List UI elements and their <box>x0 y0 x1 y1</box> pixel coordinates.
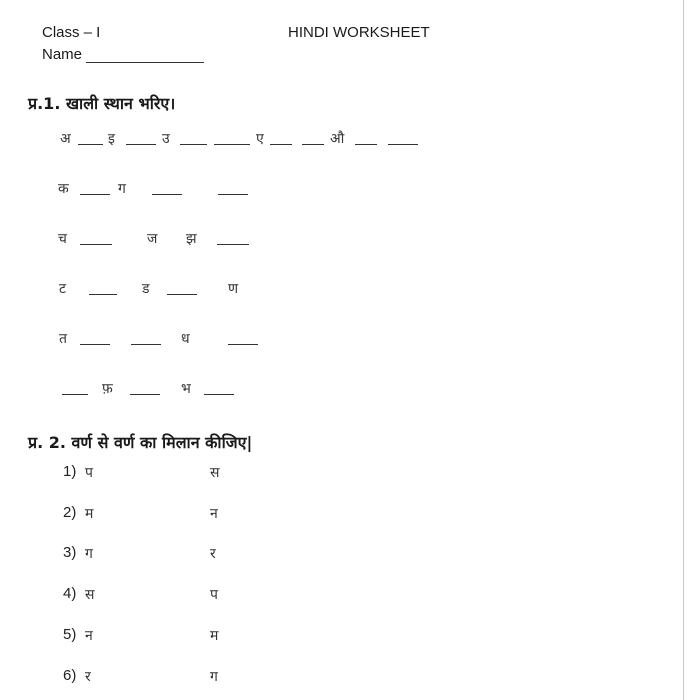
match-row-5 <box>0 626 700 648</box>
blank <box>80 194 110 195</box>
worksheet-title: HINDI WORKSHEET <box>288 24 430 41</box>
letter: ए <box>256 131 264 147</box>
item-number: 5) <box>63 626 77 643</box>
letter: औ <box>330 131 345 147</box>
blank <box>270 144 292 145</box>
left-letter: ग <box>85 546 93 562</box>
letter: इ <box>108 131 115 147</box>
letter: फ़ <box>102 381 113 397</box>
left-letter: प <box>85 465 93 481</box>
blank <box>80 244 112 245</box>
right-letter: प <box>210 587 218 603</box>
blank <box>89 294 117 295</box>
class-label: Class – I <box>42 24 101 41</box>
fill-row-6 <box>0 380 700 402</box>
fill-row-2 <box>0 180 700 202</box>
blank <box>388 144 418 145</box>
fill-row-5 <box>0 330 700 352</box>
item-number: 6) <box>63 667 77 684</box>
right-letter: न <box>210 506 218 522</box>
match-row-1 <box>0 463 700 485</box>
letter: उ <box>162 131 170 147</box>
blank <box>204 394 234 395</box>
match-row-2 <box>0 504 700 526</box>
blank <box>217 244 249 245</box>
blank <box>214 144 250 145</box>
blank <box>355 144 377 145</box>
left-letter: स <box>85 587 95 603</box>
left-letter: न <box>85 628 93 644</box>
blank <box>130 394 160 395</box>
match-row-4 <box>0 585 700 607</box>
right-letter: म <box>210 628 219 644</box>
question1-title: प्र.1. खाली स्थान भरिए। <box>28 94 176 113</box>
left-letter: र <box>85 669 91 685</box>
question2-title: प्र. 2. वर्ण से वर्ण का मिलान कीजिए| <box>28 433 253 452</box>
letter: ड <box>142 281 150 297</box>
name-blank <box>86 62 204 63</box>
item-number: 2) <box>63 504 77 521</box>
letter: झ <box>186 231 197 247</box>
blank <box>180 144 207 145</box>
match-row-6 <box>0 667 700 689</box>
name-label: Name <box>42 46 83 63</box>
item-number: 4) <box>63 585 77 602</box>
blank <box>62 394 88 395</box>
blank <box>167 294 197 295</box>
letter: क <box>58 181 69 197</box>
fill-row-3 <box>0 230 700 252</box>
letter: ण <box>228 281 239 297</box>
fill-row-1 <box>0 130 700 152</box>
letter: ग <box>118 181 126 197</box>
fill-row-4 <box>0 280 700 302</box>
letter: च <box>58 231 67 247</box>
blank <box>131 344 161 345</box>
right-letter: ग <box>210 669 218 685</box>
item-number: 3) <box>63 544 77 561</box>
blank <box>126 144 156 145</box>
letter: अ <box>60 131 71 147</box>
blank <box>228 344 258 345</box>
letter: ध <box>181 331 190 347</box>
blank <box>302 144 324 145</box>
letter: भ <box>181 381 191 397</box>
letter: ट <box>59 281 67 297</box>
blank <box>80 344 110 345</box>
item-number: 1) <box>63 463 77 480</box>
match-row-3 <box>0 544 700 566</box>
blank <box>78 144 103 145</box>
left-letter: म <box>85 506 94 522</box>
right-letter: र <box>210 546 216 562</box>
blank <box>152 194 182 195</box>
letter: ज <box>147 231 158 247</box>
letter: त <box>59 331 67 347</box>
blank <box>218 194 248 195</box>
right-letter: स <box>210 465 220 481</box>
